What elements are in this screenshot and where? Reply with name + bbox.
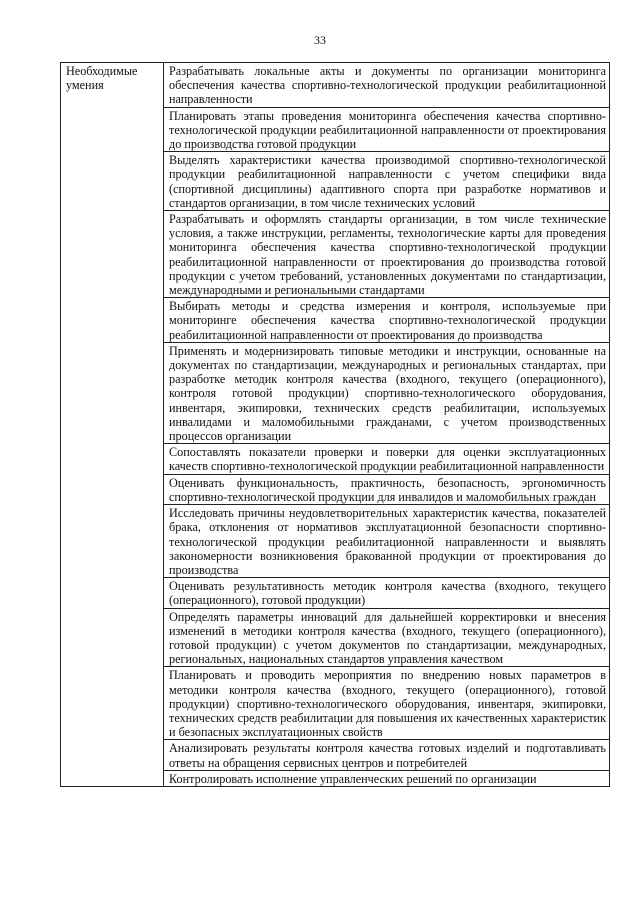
skill-item: Разрабатывать и оформлять стандарты организации, в том числе технические условия, а также инструкции, регламенты, технологические карты для проведения мониторинга обеспечения качества спортивно-технологической продукции реабилитационной направленности от проектирования до производства готовой продукции с учетом требований, установленных документами по стандартизации, международными и региональными стандартами [164,211,610,298]
skill-item: Выбирать методы и средства измерения и контроля, используемые при мониторинге обеспечения качества спортивно-технологической продукции реабилитационной направленности от проектирования до производства [164,298,610,343]
skill-item: Планировать этапы проведения мониторинга обеспечения качества спортивно-технологической продукции реабилитационной направленности от проектирования до производства готовой продукции [164,107,610,152]
skill-item: Выделять характеристики качества производимой спортивно-технологической продукции реабилитационной направленности с учетом специфики вида (спортивной дисциплины) адаптивного спорта при разработке нормативов и стандартов организации, в том числе технических условий [164,152,610,211]
row-label: Необходимые умения [61,63,164,787]
skill-item: Оценивать функциональность, практичность, безопасность, эргономичность спортивно-технологической продукции для инвалидов и маломобильных граждан [164,474,610,504]
skill-item: Сопоставлять показатели проверки и поверки для оценки эксплуатационных качеств спортивно-технологической продукции реабилитационной направленности [164,444,610,474]
skill-item: Исследовать причины неудовлетворительных характеристик качества, показателей брака, отклонения от нормативов эксплуатационной безопасности спортивно-технологической продукции реабилитационной направленности и выявлять закономерности возникновения бракованной продукции от проектирования до производства [164,505,610,578]
skill-item: Контролировать исполнение управленческих решений по организации [164,770,610,786]
skill-item: Применять и модернизировать типовые методики и инструкции, основанные на документах по стандартизации, международных и региональных стандартах, при разработке методик контроля качества (входного, текущего (операционного), контроля готовой продукции) спортивно-технологического оборудования, инвентаря, экипировки, технических средств реабилитации, используемых инвалидами и маломобильными гражданами, с учетом производственных процессов организации [164,342,610,443]
skill-item: Анализировать результаты контроля качества готовых изделий и подготавливать ответы на обращения сервисных центров и потребителей [164,740,610,770]
page-number: 33 [314,33,326,47]
table-row [61,63,610,108]
skill-item: Планировать и проводить мероприятия по внедрению новых параметров в методики контроля качества (входного, текущего (операционного), готовой продукции) спортивно-технологического оборудования, инвентаря, экипировки, технических средств реабилитации для повышения их качественных характеристик и безопасных эксплуатационных свойств [164,667,610,740]
skills-table [60,62,610,787]
skill-item: Определять параметры инноваций для дальнейшей корректировки и внесения изменений в методики контроля качества (входного, текущего (операционного), готовой продукции) с учетом документов по стандартизации, международных, региональных, национальных стандартов управления качеством [164,608,610,667]
skill-item: Разрабатывать локальные акты и документы по организации мониторинга обеспечения качества спортивно-технологической продукции реабилитационной направленности [164,63,610,108]
skill-item: Оценивать результативность методик контроля качества (входного, текущего (операционного), готовой продукции) [164,578,610,608]
